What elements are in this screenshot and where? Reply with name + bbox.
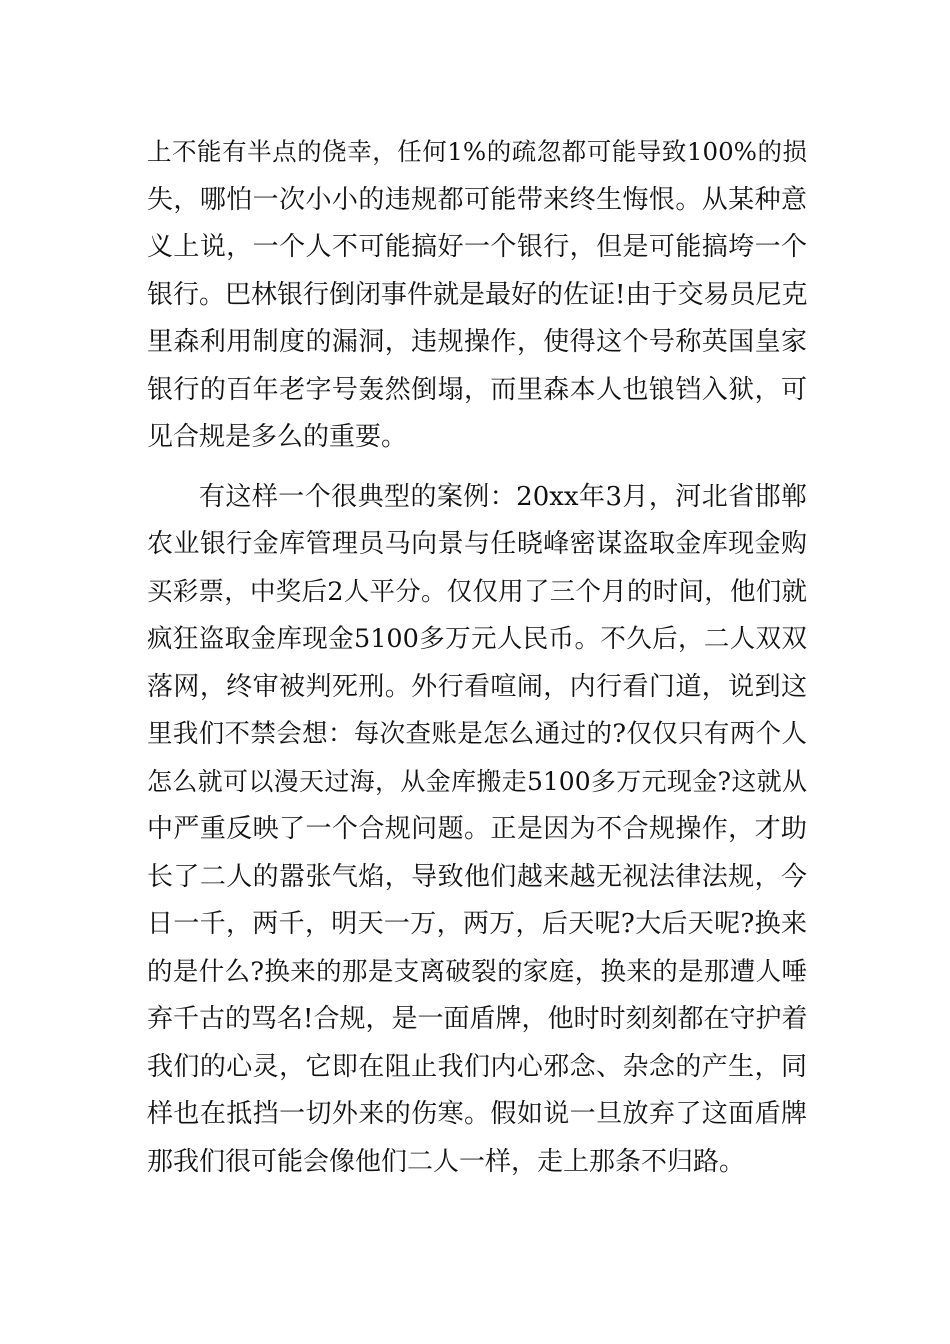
paragraph-2-line-13: 我们的心灵，它即在阻止我们内心邪念、杂念的产生，同 [147, 1052, 807, 1082]
paragraph-2-line-14: 样也在抵挡一切外来的伤寒。假如说一旦放弃了这面盾牌 [147, 1099, 807, 1129]
paragraph-2-line-6: 里我们不禁会想：每次查账是怎么通过的?仅仅只有两个人 [147, 719, 807, 749]
paragraph-1-line-1: 上不能有半点的侥幸，任何1%的疏忽都可能导致100%的损 [147, 137, 807, 166]
paragraph-1-line-4: 银行。巴林银行倒闭事件就是最好的佐证!由于交易员尼克 [147, 280, 807, 310]
paragraph-2-line-2: 农业银行金库管理员马向景与任晓峰密谋盗取金库现金购 [147, 529, 807, 559]
paragraph-1-line-5: 里森利用制度的漏洞，违规操作，使得这个号称英国皇家 [147, 327, 807, 357]
paragraph-2-line-9: 长了二人的嚣张气焰，导致他们越来越无视法律法规，今 [147, 862, 807, 892]
paragraph-2-line-15: 那我们很可能会像他们二人一样，走上那条不归路。 [147, 1147, 746, 1177]
paragraph-2-line-5: 落网，终审被判死刑。外行看喧闹，内行看门道，说到这 [147, 672, 807, 702]
paragraph-1-line-6: 银行的百年老字号轰然倒塌，而里森本人也锒铛入狱，可 [147, 375, 807, 405]
paragraph-1-line-7: 见合规是多么的重要。 [147, 422, 408, 452]
paragraph-2-line-12: 弃千古的骂名!合规，是一面盾牌，他时时刻刻都在守护着 [147, 1004, 807, 1034]
paragraph-2-line-4: 疯狂盗取金库现金5100多万元人民币。不久后，二人双双 [147, 624, 807, 654]
paragraph-2-line-8: 中严重反映了一个合规问题。正是因为不合规操作，才助 [147, 814, 807, 844]
paragraph-1-line-3: 义上说，一个人不可能搞好一个银行，但是可能搞垮一个 [147, 232, 807, 262]
paragraph-2-line-10: 日一千，两千，明天一万，两万，后天呢?大后天呢?换来 [147, 909, 807, 939]
paragraph-2-line-11: 的是什么?换来的那是支离破裂的家庭，换来的是那遭人唾 [147, 957, 807, 987]
paragraph-2-line-3: 买彩票，中奖后2人平分。仅仅用了三个月的时间，他们就 [147, 577, 807, 607]
paragraph-2-line-7: 怎么就可以漫天过海，从金库搬走5100多万元现金?这就从 [147, 767, 807, 796]
paragraph-2-line-1: 有这样一个很典型的案例：20xx年3月，河北省邯郸 [199, 482, 807, 512]
paragraph-1-line-2: 失，哪怕一次小小的违规都可能带来终生悔恨。从某种意 [147, 185, 807, 215]
